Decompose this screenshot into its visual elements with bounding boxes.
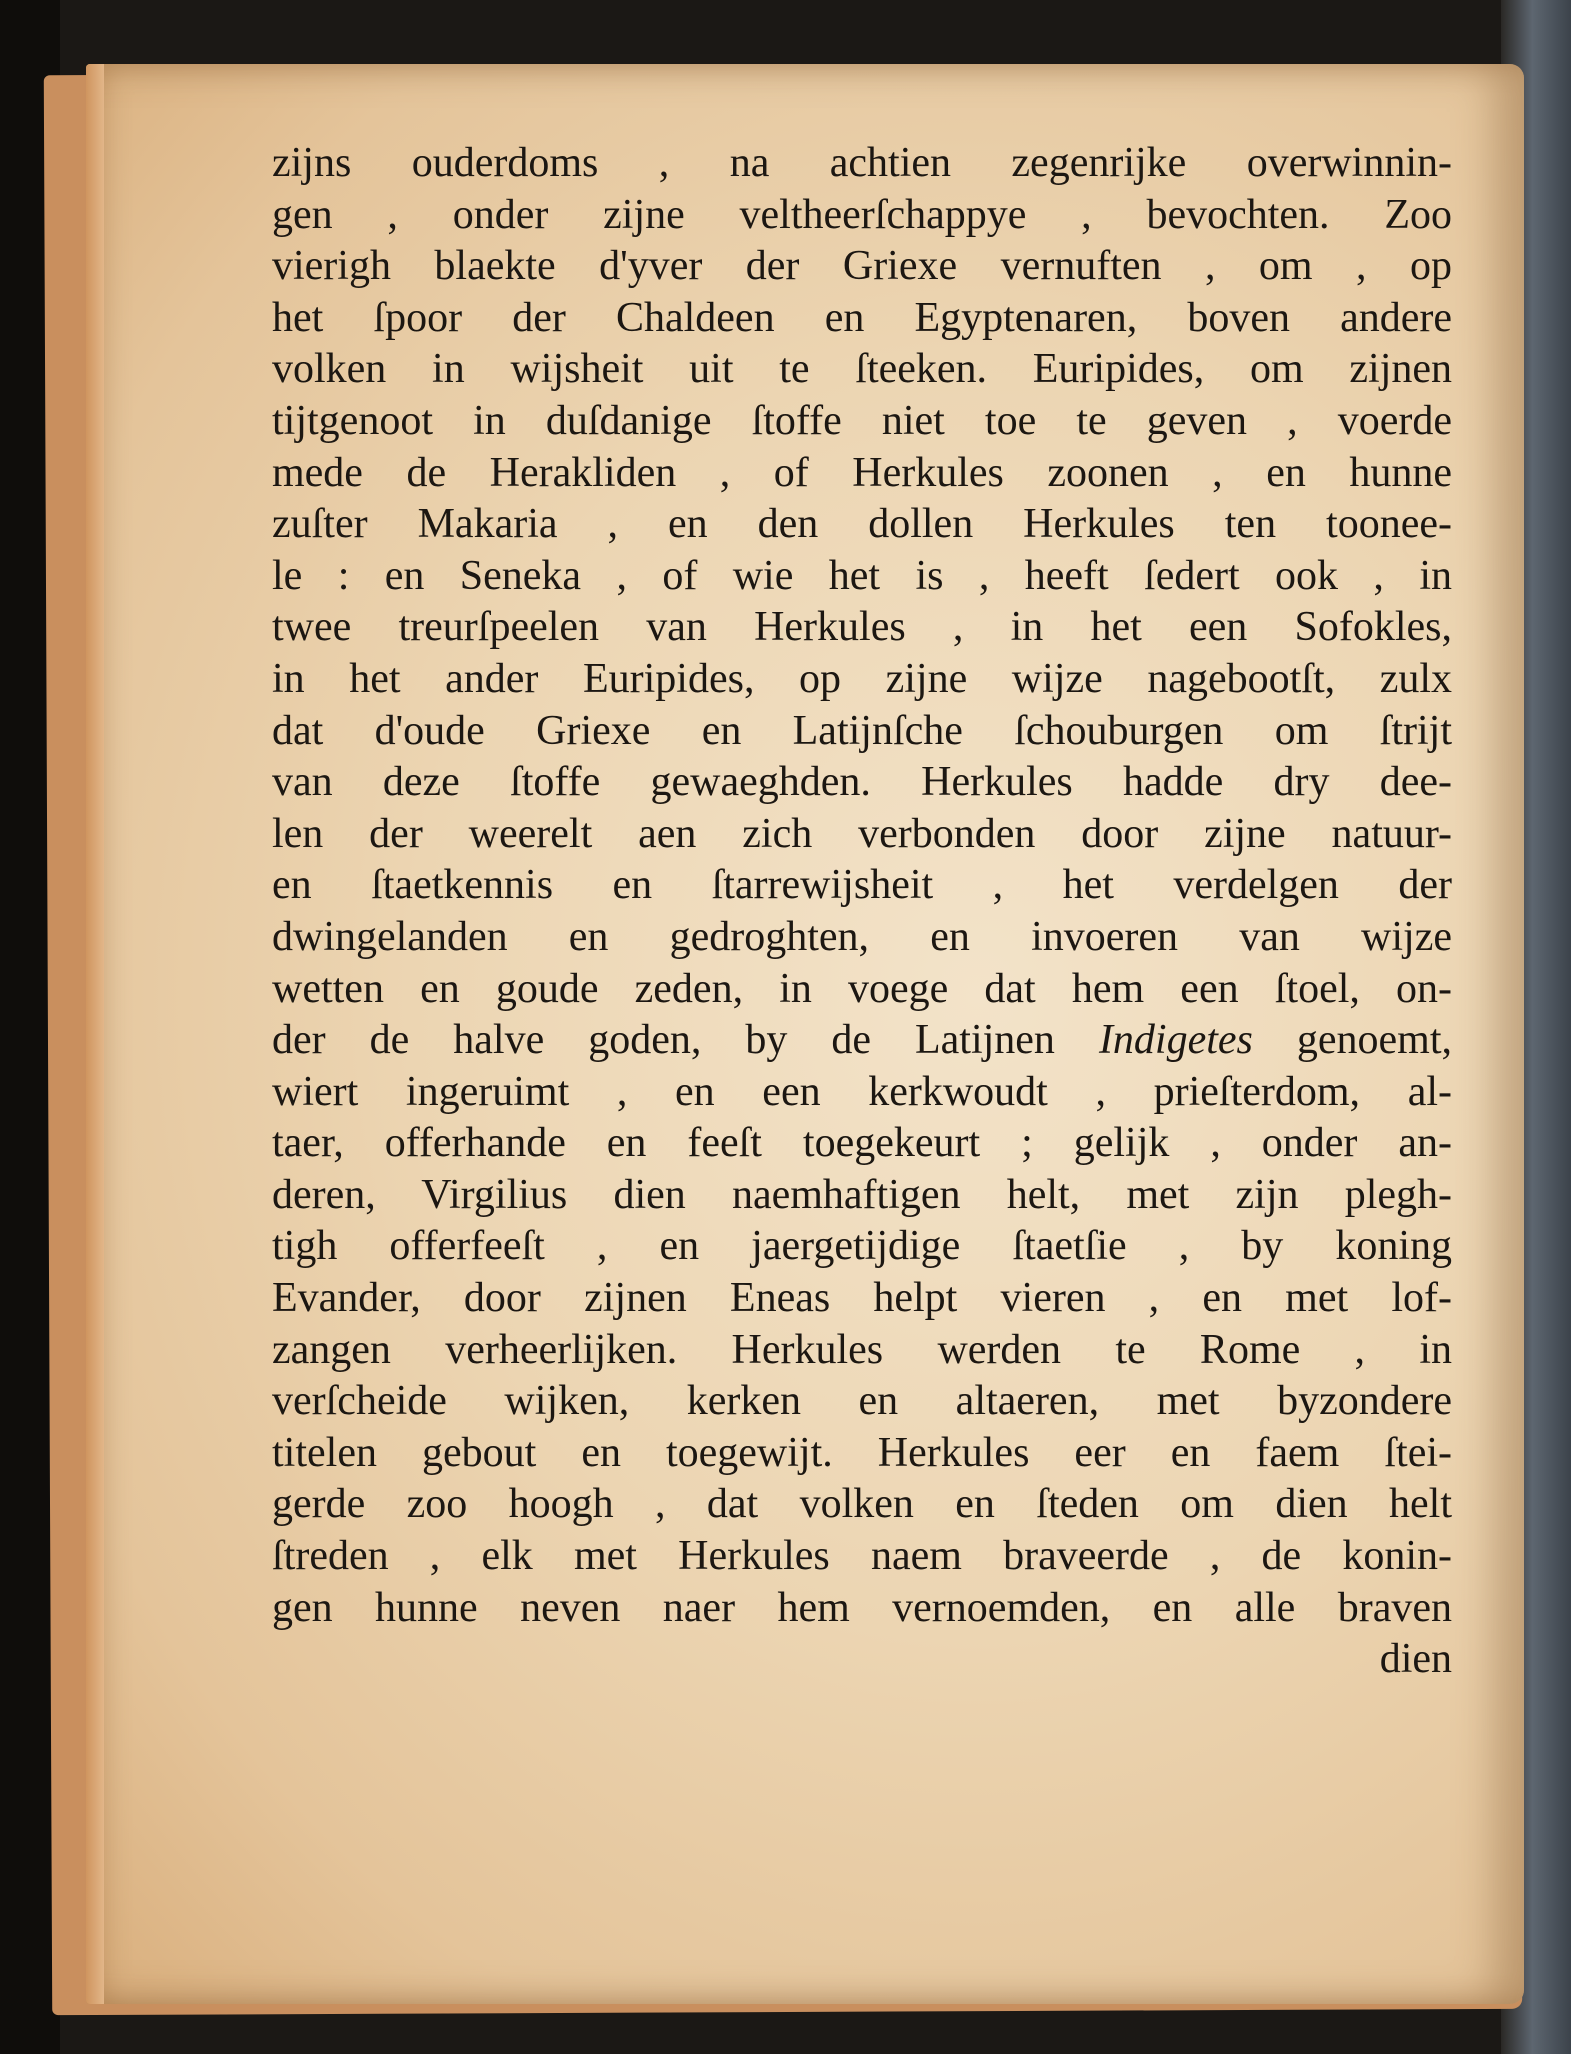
text-line: vierigh blaekte d'yver der Griexe vernuften , om , op xyxy=(272,243,1452,290)
page-edge xyxy=(86,64,104,2004)
text-line: deren, Virgilius dien naemhaftigen helt, met zijn plegh- xyxy=(272,1171,1452,1218)
text-line: zuſter Makaria , en den dollen Herkules ten toonee- xyxy=(272,501,1452,548)
text-line: gerde zoo hoogh , dat volken en ſteden om dien helt xyxy=(272,1481,1452,1528)
text-line: tijtgenoot in duſdanige ſtoffe niet toe te geven , voerde xyxy=(272,397,1452,444)
text-line: titelen gebout en toegewijt. Herkules eer en faem ſtei- xyxy=(272,1429,1452,1476)
text-line: volken in wijsheit uit te ſteeken. Euripides, om zijnen xyxy=(272,346,1452,393)
text-line: taer, offerhande en feeſt toegekeurt ; gelijk , onder an- xyxy=(272,1120,1452,1167)
text-line: le : en Seneka , of wie het is , heeft ſedert ook , in xyxy=(272,552,1452,599)
text-line: wiert ingeruimt , en een kerkwoudt , prieſterdom, al- xyxy=(272,1068,1452,1115)
text-line: tigh offerfeeſt , en jaergetijdige ſtaetſie , by koning xyxy=(272,1223,1452,1270)
text-line: van deze ſtoffe gewaeghden. Herkules hadde dry dee- xyxy=(272,759,1452,806)
text-line: verſcheide wijken, kerken en altaeren, met byzondere xyxy=(272,1378,1452,1425)
text-line: en ſtaetkennis en ſtarrewijsheit , het verdelgen der xyxy=(272,862,1452,909)
text-line: Evander, door zijnen Eneas helpt vieren , en met lof- xyxy=(272,1275,1452,1322)
text-line: ſtreden , elk met Herkules naem braveerde , de konin- xyxy=(272,1533,1452,1580)
text-line: dat d'oude Griexe en Latijnſche ſchouburgen om ſtrijt xyxy=(272,707,1452,754)
catchword: dien xyxy=(1379,1636,1452,1683)
text-line: gen hunne neven naer hem vernoemden, en alle braven xyxy=(272,1584,1452,1631)
italic-term: Indigetes xyxy=(1098,1017,1253,1064)
text-line: wetten en goude zeden, in voege dat hem een ſtoel, on- xyxy=(272,965,1452,1012)
text-line: het ſpoor der Chaldeen en Egyptenaren, boven andere xyxy=(272,294,1452,341)
text-line-end: genoemt, xyxy=(1252,1017,1453,1064)
text-line: twee treurſpeelen van Herkules , in het een Sofokles, xyxy=(272,604,1452,651)
text-line: dwingelanden en gedroghten, en invoeren van wijze xyxy=(272,913,1452,960)
page-text xyxy=(272,138,1452,1686)
text-line-start: der de halve goden, by de Latijnen xyxy=(272,1017,1099,1064)
text-line xyxy=(272,1015,1452,1067)
text-line: zijns ouderdoms , na achtien zegenrijke overwinnin- xyxy=(272,140,1452,186)
text-line: len der weerelt aen zich verbonden door zijne natuur- xyxy=(272,810,1452,857)
text-line: in het ander Euripides, op zijne wijze nagebootſt, zulx xyxy=(272,655,1452,702)
text-line: zangen verheerlijken. Herkules werden te Rome , in xyxy=(272,1326,1452,1373)
text-line: gen , onder zijne veltheerſchappye , bevochten. Zoo xyxy=(272,191,1452,238)
text-line: mede de Herakliden , of Herkules zoonen , en hunne xyxy=(272,449,1452,496)
